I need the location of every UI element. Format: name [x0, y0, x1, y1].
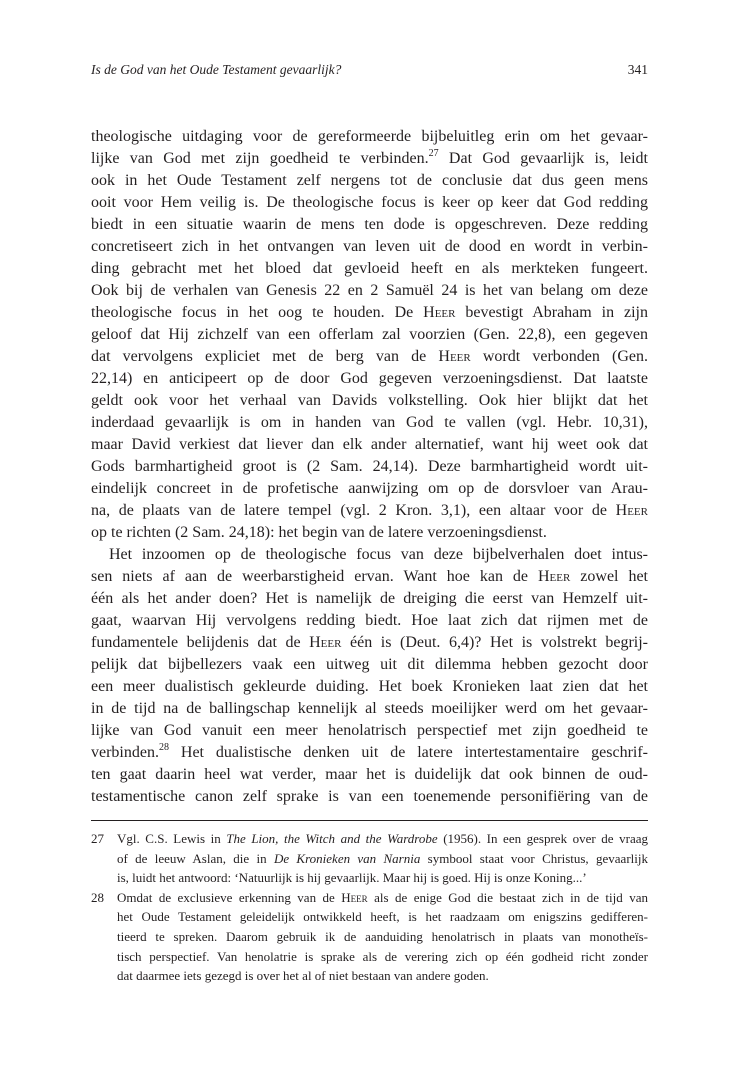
text-line: na, de plaats van de latere tempel (vgl. 2 Kron. 3,1), een altaar voor de Heer — [91, 502, 648, 519]
running-header — [91, 62, 648, 84]
text-line: één als het ander doen? Het is namelijk de dreiging die eerst van Hemzelf uit- — [91, 590, 648, 607]
footnote-number: 27 — [91, 831, 104, 846]
footnote-divider — [91, 820, 648, 821]
text-line: dat vervolgens expliciet met de berg van de Heer wordt verbonden (Gen. — [91, 348, 648, 365]
text-line: geloof dat Hij zichzelf van een offerlam zal voorzien (Gen. 22,8), een gegeven — [91, 326, 648, 343]
text-line: 22,14) en anticipeert op de door God gegeven verzoeningsdienst. Dat laatste — [91, 370, 648, 387]
book-title: De Kronieken van Narnia — [273, 850, 421, 866]
text-line: Gods barmhartigheid groot is (2 Sam. 24,14). Deze barmhartigheid wordt uit- — [91, 458, 648, 475]
text-line: verbinden.$^{28}$ Het dualistische denken uit de latere intertestamentaire geschrif- — [91, 741, 648, 761]
lord-smallcaps: Heer — [309, 634, 342, 651]
text-line: Ook bij de verhalen van Genesis 22 en 2 Samuël 24 is het van belang om deze — [91, 282, 648, 299]
footnote-number: 28 — [91, 889, 104, 905]
text-line: maar David verkiest dat liever dan elk ander alternatief, want hij weet ook dat — [91, 436, 648, 453]
footnote-28: 28 Omdat de exclusieve erkenning van de Heer als de enige God die bestaat zich in de tijd van — [91, 888, 648, 908]
lord-smallcaps: Heer — [423, 304, 456, 321]
lord-smallcaps: Heer — [537, 568, 571, 585]
lord-smallcaps: Heer — [615, 502, 648, 519]
text-line: concretiseert zich in het ontvangen van leven uit de dood en wordt in verbin- — [91, 238, 648, 255]
text-line: ooit voor Hem veilig is. De theologische focus is keer op keer dat God redding — [91, 194, 648, 211]
footnote-ref-27[interactable]: 27 — [428, 147, 439, 159]
text-line: op te richten (2 Sam. 24,18): het begin van de latere verzoeningsdienst. — [91, 524, 547, 541]
text-line: geldt ook voor het verhaal van Davids volkstelling. Ook hier blijkt dat het — [91, 392, 648, 409]
text-line: Het inzoomen op de theologische focus van deze bijbelverhalen doet intus- — [109, 546, 648, 563]
text-line: sen niets af aan de weerbarstigheid ervan. Want hoe kan de Heer zowel het — [91, 568, 649, 585]
text-line: theologische focus in het oog te houden. De Heer bevestigt Abraham in zijn — [91, 304, 648, 321]
text-line: pelijk dat bijbellezers vaak een uitweg uit dit dilemma hebben gezocht door — [91, 656, 648, 673]
footnote-ref-28[interactable]: 28 — [158, 741, 169, 753]
text-line: ding gebracht met het bloed dat gevloeid heeft en als merkteken fungeert. — [91, 260, 648, 277]
body-text — [91, 126, 648, 808]
book-title: The Lion, the Witch and the Wardrobe — [226, 831, 438, 846]
footnote-27: 27 Vgl. C.S. Lewis in The Lion, the Witch and the Wardrobe (1956). In een gesprek over de vraag — [91, 829, 648, 849]
footnote-line: dat daarmee iets gezegd is over het al of niet bestaan van andere goden. — [117, 968, 489, 984]
text-line: inderdaad gevaarlijk is om in handen van God te vallen (vgl. Hebr. 10,31), — [91, 414, 648, 431]
running-title: Is de God van het Oude Testament gevaarlijk? — [91, 62, 342, 77]
text-line: ook in het Oude Testament zelf nergens tot de conclusie dat dus geen mens — [91, 172, 648, 189]
text-line: fundamentele belijdenis dat de Heer één is (Deut. 6,4)? Het is volstrekt begrij- — [91, 634, 648, 651]
footnotes — [91, 829, 648, 986]
text-line: gaat, waarvan Hij vervolgens redding biedt. Hoe laat zich dat rijmen met de — [91, 612, 648, 629]
text-line: ten gaat daarin heel wat verder, maar het is duidelijk dat ook binnen de oud- — [91, 766, 648, 783]
text-line: eindelijk concreet in de profetische aanwijzing om op de dorsvloer van Arau- — [91, 480, 648, 497]
text-line: theologische uitdaging voor de gereformeerde bijbeluitleg erin om het gevaar- — [91, 128, 648, 145]
footnote-line: is, luidt het antwoord: ‘Natuurlijk is hij gevaarlijk. Maar hij is goed. Hij is onze Koning...’ — [117, 870, 587, 886]
text-line: biedt in een situatie waarin de mens ten dode is opgeschreven. Deze redding — [91, 216, 648, 233]
text-line: lijke van God met zijn goedheid te verbinden.$^{27}$ Dat God gevaarlijk is, leidt — [91, 147, 649, 167]
footnote-line: tisch perspectief. Van henolatrie is sprake als de verering zich op één godheid richt zonder — [117, 948, 648, 964]
text-line: lijke van God vanuit een meer henolatrisch perspectief met zijn goedheid te — [91, 722, 648, 739]
footnote-line: of de leeuw Aslan, die in De Kronieken van Narnia symbool staat voor Christus, gevaarlijk — [117, 850, 648, 866]
text-line: in de tijd na de ballingschap kennelijk al steeds moeilijker werd om het gevaar- — [91, 700, 648, 717]
footnote-line: het Oude Testament geleidelijk ontwikkeld heeft, is het raadzaam om enigszins gedifferen- — [117, 909, 648, 925]
page-number: 341 — [627, 62, 648, 77]
lord-smallcaps: Heer — [341, 889, 368, 905]
footnote-line: tieerd te spreken. Daarom gebruik ik de aanduiding henolatrisch in plaats van monotheïs- — [117, 928, 648, 944]
text-line: een meer dualistisch gekleurde duiding. Het boek Kronieken laat zien dat het — [91, 678, 648, 695]
lord-smallcaps: Heer — [438, 348, 471, 365]
text-line: testamentische canon zelf sprake is van een toenemende personifiëring van de — [91, 788, 648, 805]
